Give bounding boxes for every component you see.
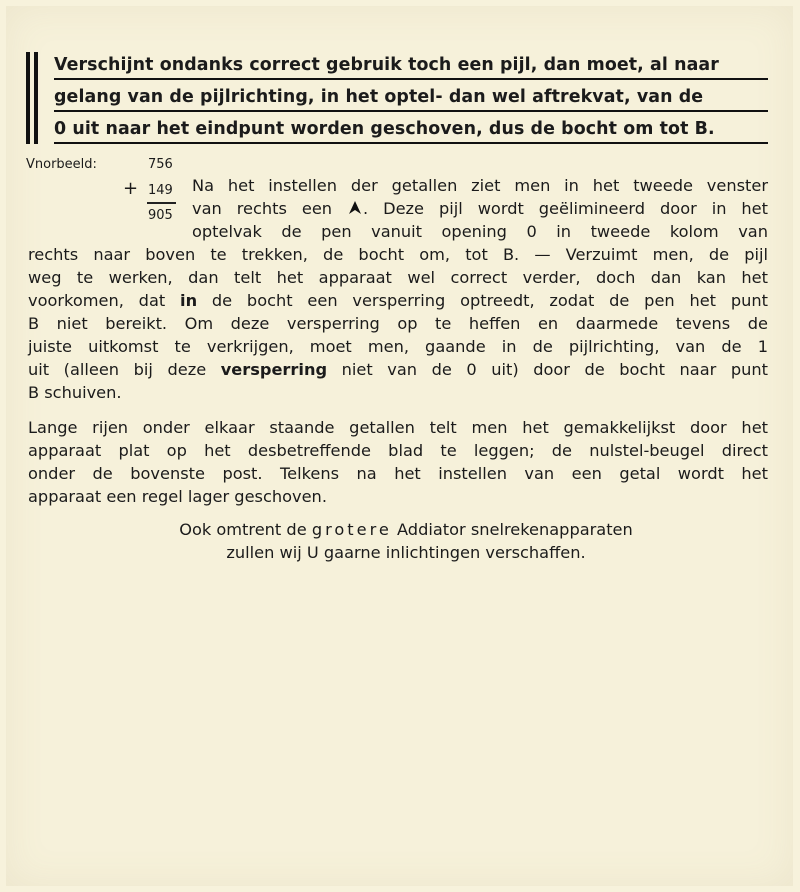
- notice-box: [26, 50, 768, 146]
- paragraph-line: [28, 291, 768, 310]
- paragraph-line: Na het instellen der getallen ziet men in het tweede venster: [192, 176, 768, 195]
- paragraph-line: Lange rijen onder elkaar staande getallen telt men het gemakkelijkst door het: [28, 418, 768, 437]
- margin-bar: [26, 52, 30, 144]
- document-page: [6, 6, 793, 886]
- sum-operand: 149: [148, 183, 173, 198]
- arrow-up-icon: [347, 200, 363, 216]
- emphasis: in: [180, 291, 198, 310]
- paragraph-line: apparaat plat op het desbetreffende blad te leggen; de nulstel-beugel direct: [28, 441, 768, 460]
- emphasis: grotere: [311, 520, 392, 539]
- paragraph-line: [192, 199, 768, 218]
- paragraph-line: apparaat een regel lager geschoven.: [28, 487, 327, 506]
- sum-operator: +: [123, 178, 139, 199]
- text-fragment: niet van de 0 uit) door de bocht naar punt: [341, 360, 768, 379]
- example-label: Vnorbeeld:: [26, 157, 97, 172]
- paragraph-line: juiste uitkomst te verkrijgen, moet men, gaande in de pijlrichting, van de 1: [28, 337, 768, 356]
- text-fragment: Addiator snelrekenapparaten: [397, 520, 633, 539]
- sum-result: 905: [148, 208, 173, 223]
- paragraph-line: rechts naar boven te trekken, de bocht om, tot B. — Verzuimt men, de pijl: [28, 245, 768, 264]
- closing-line: [6, 520, 800, 539]
- paragraph-line: onder de bovenste post. Telkens na het instellen van een getal wordt het: [28, 464, 768, 483]
- paragraph-line: [28, 360, 768, 379]
- notice-line: 0 uit naar het eindpunt worden geschoven, dus de bocht om tot B.: [54, 118, 768, 144]
- notice-line: Verschijnt ondanks correct gebruik toch een pijl, dan moet, al naar: [54, 54, 768, 80]
- emphasis: versperring: [220, 360, 328, 379]
- paragraph-line: B schuiven.: [28, 383, 122, 402]
- sum-rule: [147, 202, 176, 204]
- text-fragment: voorkomen, dat: [28, 291, 166, 310]
- text-fragment: uit (alleen bij deze: [28, 360, 207, 379]
- text-fragment: Ook omtrent de: [179, 520, 307, 539]
- margin-bar: [34, 52, 38, 144]
- paragraph-line: optelvak de pen vanuit opening 0 in tweede kolom van: [192, 222, 768, 241]
- closing-line: zullen wij U gaarne inlichtingen verschaffen.: [226, 543, 586, 562]
- text-fragment: de bocht een versperring optreedt, zodat de pen het punt: [211, 291, 768, 310]
- paragraph-line: B niet bereikt. Om deze versperring op te heffen en daarmede tevens de: [28, 314, 768, 333]
- notice-line: gelang van de pijlrichting, in het optel- dan wel aftrekvat, van de: [54, 86, 768, 112]
- sum-operand: 756: [148, 157, 173, 172]
- text-fragment: . Deze pijl wordt geëlimineerd door in het: [363, 199, 768, 218]
- paragraph-line: weg te werken, dan telt het apparaat wel correct verder, doch dan kan het: [28, 268, 768, 287]
- text-fragment: van rechts een: [192, 199, 333, 218]
